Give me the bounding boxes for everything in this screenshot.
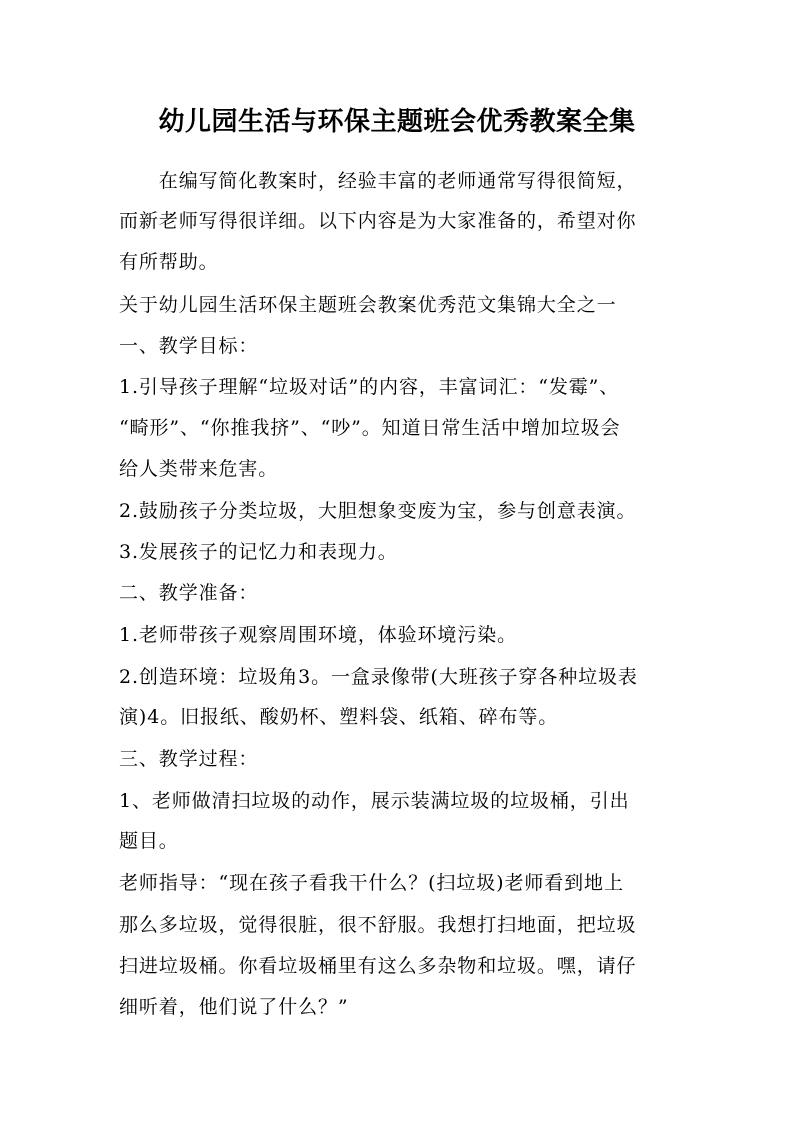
text-line: 给人类带来危害。 <box>119 458 279 480</box>
text-line: 2.鼓励孩子分类垃圾，大胆想象变废为宝，参与创意表演。 <box>119 500 637 522</box>
text-line: 1.老师带孩子观察周围环境，体验环境污染。 <box>119 624 518 646</box>
text-line: 在编写简化教案时，经验丰富的老师通常写得很简短， <box>119 170 637 192</box>
document-title: 幼儿园生活与环保主题班会优秀教案全集 <box>158 107 636 137</box>
text-line: 1、老师做清扫垃圾的动作，展示装满垃圾的垃圾桶，引出 <box>119 790 630 812</box>
section-heading: 三、教学过程： <box>119 748 259 770</box>
text-line: 3.发展孩子的记忆力和表现力。 <box>119 541 398 563</box>
text-line: 老师指导：“现在孩子看我干什么？(扫垃圾)老师看到地上 <box>119 872 624 894</box>
text-line: 而新老师写得很详细。以下内容是为大家准备的，希望对你 <box>119 210 637 232</box>
text-line: 那么多垃圾，觉得很脏，很不舒服。我想打扫地面，把垃圾 <box>119 914 637 936</box>
text-line: 演)4。旧报纸、酸奶杯、塑料袋、纸箱、碎布等。 <box>119 706 559 728</box>
text-line: 关于幼儿园生活环保主题班会教案优秀范文集锦大全之一 <box>119 294 617 316</box>
text-line: 细听着，他们说了什么？” <box>119 996 349 1018</box>
text-line: 有所帮助。 <box>119 251 219 273</box>
section-heading: 二、教学准备： <box>119 582 259 604</box>
text-line: 扫进垃圾桶。你看垃圾桶里有这么多杂物和垃圾。嘿，请仔 <box>119 955 637 977</box>
text-line: 1.引导孩子理解“垃圾对话”的内容，丰富词汇：“发霉”、 <box>119 376 620 398</box>
section-heading: 一、教学目标： <box>119 335 259 357</box>
text-line: 2.创造环境：垃圾角3。一盒录像带(大班孩子穿各种垃圾表 <box>119 666 638 688</box>
text-line: “畸形”、“你推我挤”、“吵”。知道日常生活中增加垃圾会 <box>119 417 621 439</box>
text-line: 题目。 <box>119 830 179 852</box>
